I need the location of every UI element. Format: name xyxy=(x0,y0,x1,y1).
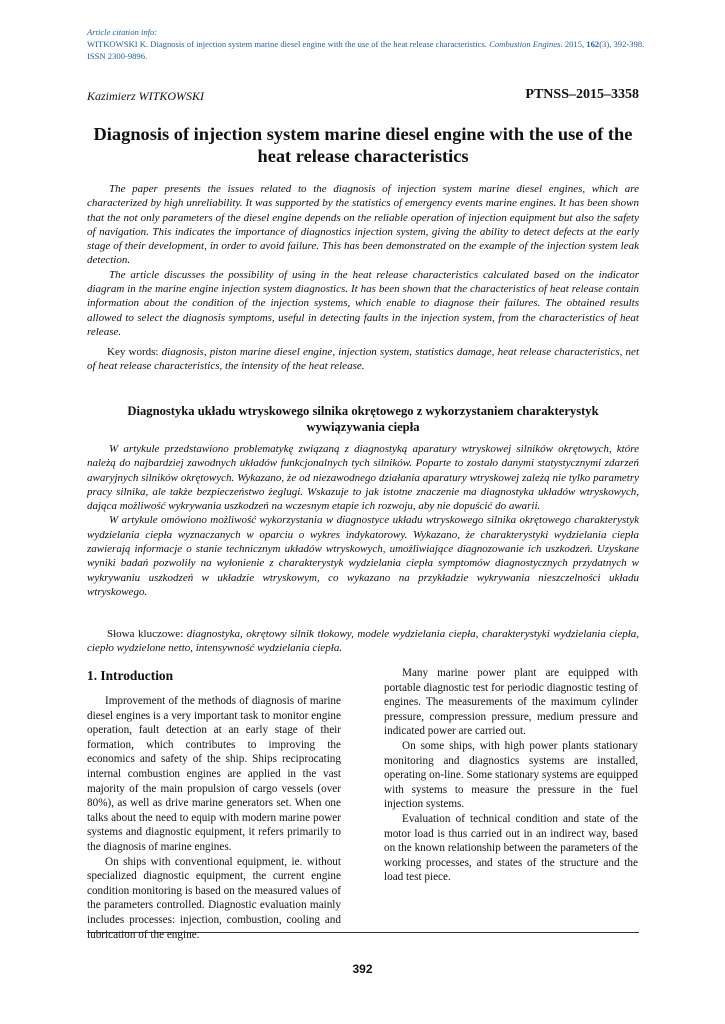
abstract-paragraph: W artykule omówiono możliwość wykorzystania w diagnostyce układu wtryskowego silnika okrętowego charakterystyk wydzielania ciepła wyznaczanych w oparciu o wykres indykatorowy. Wykazano, że charakterystyki wydzielania ciepła zawierają informacje o stanie technicznym układów wtryskowych, umożliwiające diagnozowanie ich uszkodzeń. Uzyskane wyniki badań pozwoliły na wyłonienie z charakterystyk wydzielania ciepła symptomów diagnostycznych przydatnych w wykrywaniu uszkodzeń w układzie wtryskowym, co wykazano na przykładzie wykrywania nieszczelności układu wtryskowego. xyxy=(87,514,639,598)
polish-title: Diagnostyka układu wtryskowego silnika okrętowego z wykorzystaniem charakterystyk wywiązywania ciepła xyxy=(127,404,599,434)
right-column xyxy=(384,666,638,885)
keywords-label: Słowa kluczowe: xyxy=(107,628,187,640)
citation-label: Article citation info: xyxy=(87,27,158,37)
keywords-label: Key words: xyxy=(107,346,162,358)
keywords-english xyxy=(87,345,639,374)
citation-journal: Combustion Engines xyxy=(489,38,561,49)
header-line xyxy=(87,89,639,104)
body-paragraph: Many marine power plant are equipped with portable diagnostic test for periodic diagnostic testing of engines. The measurements of the maximum cylinder pressure, compression pressure, medium pressure and indicated power are carried out. xyxy=(384,667,638,738)
body-paragraph: Evaluation of technical condition and state of the motor load is thus carried out in an indirect way, based on the known relationship between the parameters of the working processes, and states of the structure and the load test piece. xyxy=(384,812,638,884)
citation-volume: 162 xyxy=(586,38,600,49)
body-paragraph: Improvement of the methods of diagnosis of marine diesel engines is a very important task to monitor engine operation, fault detection at an early stage of their formation, which contributes to improving the economics and safety of the ship. Ships reciprocating internal combustion engines are applied in the vast majority of the main propulsion of cargo vessels (over 80%), as well as drive marine generators set. When one talks about the need to equip with modern marine power systems and diagnostic equipment, it refers primarily to the diagnosis of marine engines. xyxy=(87,695,341,853)
keywords-polish xyxy=(87,627,639,656)
body-paragraph: On ships with conventional equipment, ie. without specialized diagnostic equipment, the current engine condition monitoring is based on the measured values of the parameters controlled. Diagnostic evaluation mainly includes processes: injection, combustion, cooling and lubrication of the engine. xyxy=(87,855,341,941)
abstract-paragraph: W artykule przedstawiono problematykę związaną z diagnostyką aparatury wtryskowej silników okrętowych, które należą do najbardziej zawodnych układów funkcjonalnych tych silników. Poparte to zostało danymi statystycznymi zdarzeń awaryjnych silników okrętowych. Wykazano, że od niezawodnego działania aparatury wtryskowej zależą nie tylko parametry pracy silnika, ale także bezpieczeństwo żeglugi. Wskazuje to jak istotne znaczenie ma diagnostyka układów wtryskowych, dająca możliwość wykrywania uszkodzeń na wczesnym etapie ich rozwoju, aby nie dopuścić do awarii. xyxy=(87,443,639,513)
body-paragraph: On some ships, with high power plants stationary monitoring and diagnostics systems are installed, operating on-line. Some stationary systems are equipped with systems to measure the pressure in the fuel injection systems. xyxy=(384,739,638,811)
article-code: PTNSS–2015–3358 xyxy=(525,87,639,102)
paper-title: Diagnosis of injection system marine diesel engine with the use of the heat release characteristics xyxy=(93,124,633,166)
abstract-paragraph: The paper presents the issues related to the diagnosis of injection system marine diesel engines, which are characterized by high unreliability. It was supported by the statistics of emergency events marine engines. It has been shown that the not only parameters of the diesel engine depends on the reliable operation of injection equipment but also the safety of navigation. This indicates the importance of diagnostics injection system, giving the ability to detect defects at the early stage of their development, in order to avoid failure. This has been demonstrated on the example of the injection system leak detection. xyxy=(87,183,639,267)
abstract-polish xyxy=(87,442,639,599)
article-citation: Article citation info: WITKOWSKI K. Diagnosis of injection system marine diesel engine with the use of the heat release characteristics. Combustion Engines. 2015, 162(3), 392-398. ISSN 2300-9896. xyxy=(87,27,647,62)
section-heading: 1. Introduction xyxy=(87,668,174,683)
page-number: 392 xyxy=(352,962,373,976)
author-name: Kazimierz WITKOWSKI xyxy=(87,89,205,103)
keywords-text: diagnostyka, okrętowy silnik tłokowy, modele wydzielania ciepła, charakterystyki wydzielania ciepła, ciepło wydzielone netto, intensywność wydzielania ciepła. xyxy=(87,628,640,655)
abstract-english xyxy=(87,182,639,339)
keywords-text: diagnosis, piston marine diesel engine, injection system, statistics damage, heat release characteristics, net of heat release characteristics, the intensity of the heat release. xyxy=(87,346,639,373)
abstract-paragraph: The article discusses the possibility of using in the heat release characteristics calculated based on the indicator diagram in the marine engine injection system diagnostics. It has been shown that the characteristics of heat release contain information about the condition of the injection systems, which enable to diagnose their failures. The obtained results allowed to select the diagnosis symptoms, useful in detecting faults in the injection system, from the characteristics of heat release. xyxy=(87,268,639,338)
left-column xyxy=(87,668,341,942)
citation-text: WITKOWSKI K. Diagnosis of injection system marine diesel engine with the use of the heat release characteristics. xyxy=(87,38,490,49)
footer-rule xyxy=(87,932,639,933)
